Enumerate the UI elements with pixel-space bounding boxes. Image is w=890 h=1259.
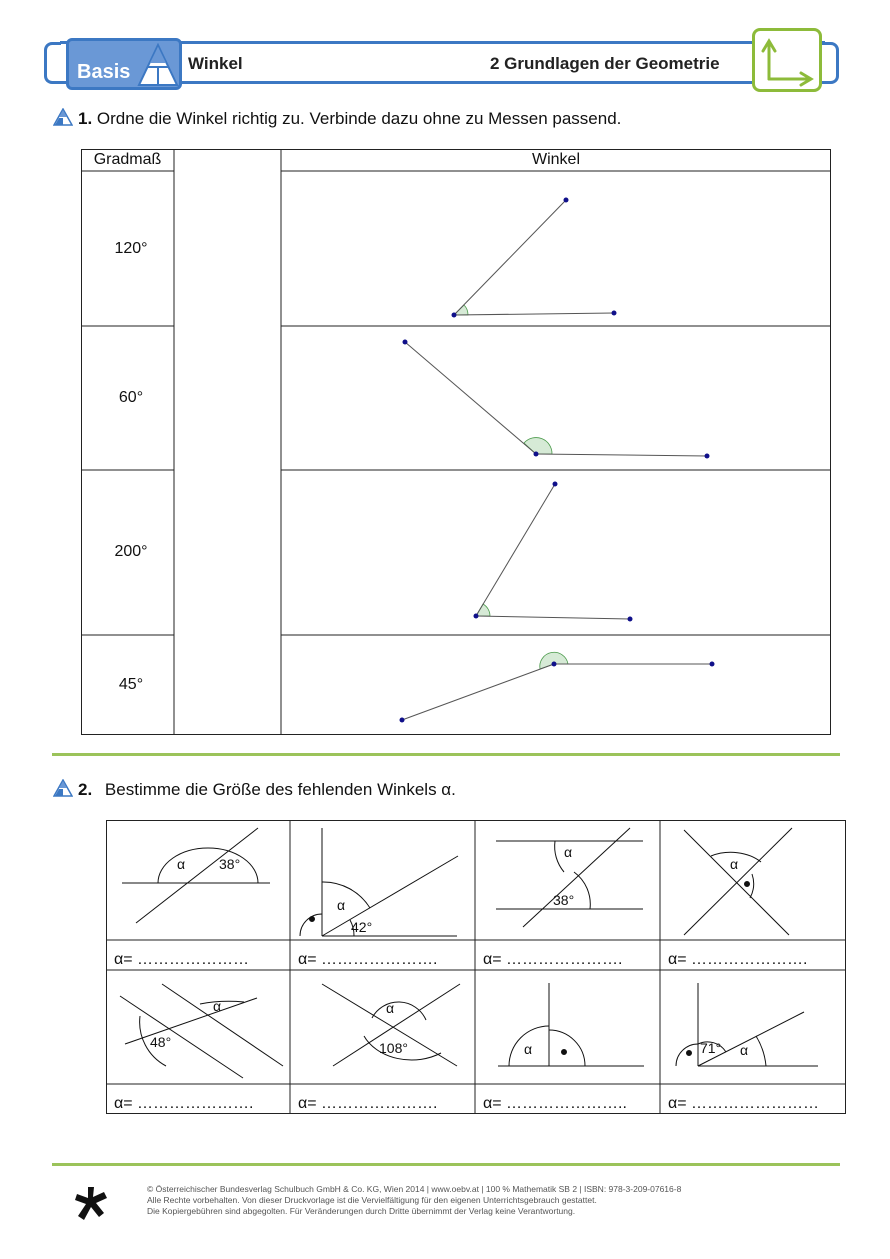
angle-diagram-1: [122, 828, 270, 923]
given-angle-label: 38°: [219, 856, 241, 872]
publisher-logo-icon: [74, 1186, 108, 1222]
task2-number: 2.: [78, 780, 93, 799]
footer-divider: [52, 1163, 840, 1166]
header-left-bracket: [44, 42, 61, 84]
axes-icon: [755, 31, 819, 89]
header-right-bracket: [822, 42, 839, 84]
task2-text: Bestimme die Größe des fehlenden Winkels α.: [104, 780, 456, 799]
header-left-title: Winkel: [188, 54, 243, 73]
degree-label: 200°: [114, 543, 148, 560]
answer-field[interactable]: α= ………………….: [298, 951, 438, 968]
angle-figure-4: [400, 652, 715, 722]
given-angle-label: 38°: [553, 892, 575, 908]
answer-field[interactable]: α= …………………..: [483, 1095, 627, 1112]
answer-field[interactable]: α= …………………: [114, 951, 250, 968]
alpha-label: α: [740, 1042, 749, 1058]
given-angle-label: 48°: [150, 1034, 172, 1050]
alpha-label: α: [177, 856, 186, 872]
given-angle-label: 42°: [351, 919, 373, 935]
angle-diagram-7: [498, 983, 644, 1066]
logo-label: Basis: [77, 61, 131, 83]
angle-diagram-2: [300, 828, 458, 936]
angle-diagram-4: [684, 828, 792, 935]
angle-figure-3: [474, 482, 633, 622]
given-angle-label: 71°: [700, 1040, 722, 1056]
angle-diagram-3: [496, 828, 643, 927]
angle-figure-1: [452, 198, 617, 318]
task1-text: Ordne die Winkel richtig zu. Verbinde dazu ohne zu Messen passend.: [96, 109, 622, 128]
degree-label: 60°: [118, 389, 144, 406]
section-divider: [52, 753, 840, 756]
alpha-label: α: [524, 1041, 533, 1057]
answer-field[interactable]: α= ………………….: [114, 1095, 254, 1112]
task1-pyramid-icon: [53, 108, 73, 126]
answer-field[interactable]: α= ……………………: [668, 1095, 820, 1112]
task1-instruction: [78, 109, 621, 129]
alpha-label: α: [337, 897, 346, 913]
col-header-angle: Winkel: [531, 151, 580, 168]
footer-line-1: © Österreichischer Bundesverlag Schulbuch GmbH & Co. KG, Wien 2014 | www.oebv.at | 100 % Mathematik SB 2 | ISBN: 978-3-209-07616-8: [147, 1184, 682, 1194]
answer-field[interactable]: α= ………………….: [483, 951, 623, 968]
footer-copyright: [147, 1184, 681, 1217]
alpha-label: α: [564, 844, 573, 860]
coordinate-logo: [752, 28, 822, 92]
angle-matching-table: [81, 149, 831, 735]
col-header-degree: Gradmaß: [93, 151, 162, 168]
angle-diagram-5: [120, 984, 283, 1078]
degree-label: 45°: [118, 676, 144, 693]
header-right-title: 2 Grundlagen der Geometrie: [490, 54, 720, 73]
alpha-label: α: [213, 998, 222, 1014]
degree-label: 120°: [114, 240, 148, 257]
footer-line-2: Alle Rechte vorbehalten. Von dieser Druckvorlage ist die Vervielfältigung für den eigenen Unterrichtsgebrauch gestattet.: [147, 1195, 597, 1205]
pyramid-icon: [137, 43, 179, 87]
angle-figure-2: [403, 340, 710, 459]
basis-logo: [66, 38, 182, 90]
alpha-label: α: [730, 856, 739, 872]
answer-field[interactable]: α= ………………….: [298, 1095, 438, 1112]
answer-field[interactable]: α= ………………….: [668, 951, 808, 968]
task2-pyramid-icon: [53, 779, 73, 797]
task1-number: 1.: [78, 109, 93, 128]
given-angle-label: 108°: [379, 1040, 408, 1056]
footer-line-3: Die Kopiergebühren sind abgegolten. Für Veränderungen durch Dritte übernimmt der Verlag keine Verantwortung.: [147, 1206, 576, 1216]
alpha-label: α: [386, 1000, 395, 1016]
task2-instruction: [78, 780, 456, 800]
